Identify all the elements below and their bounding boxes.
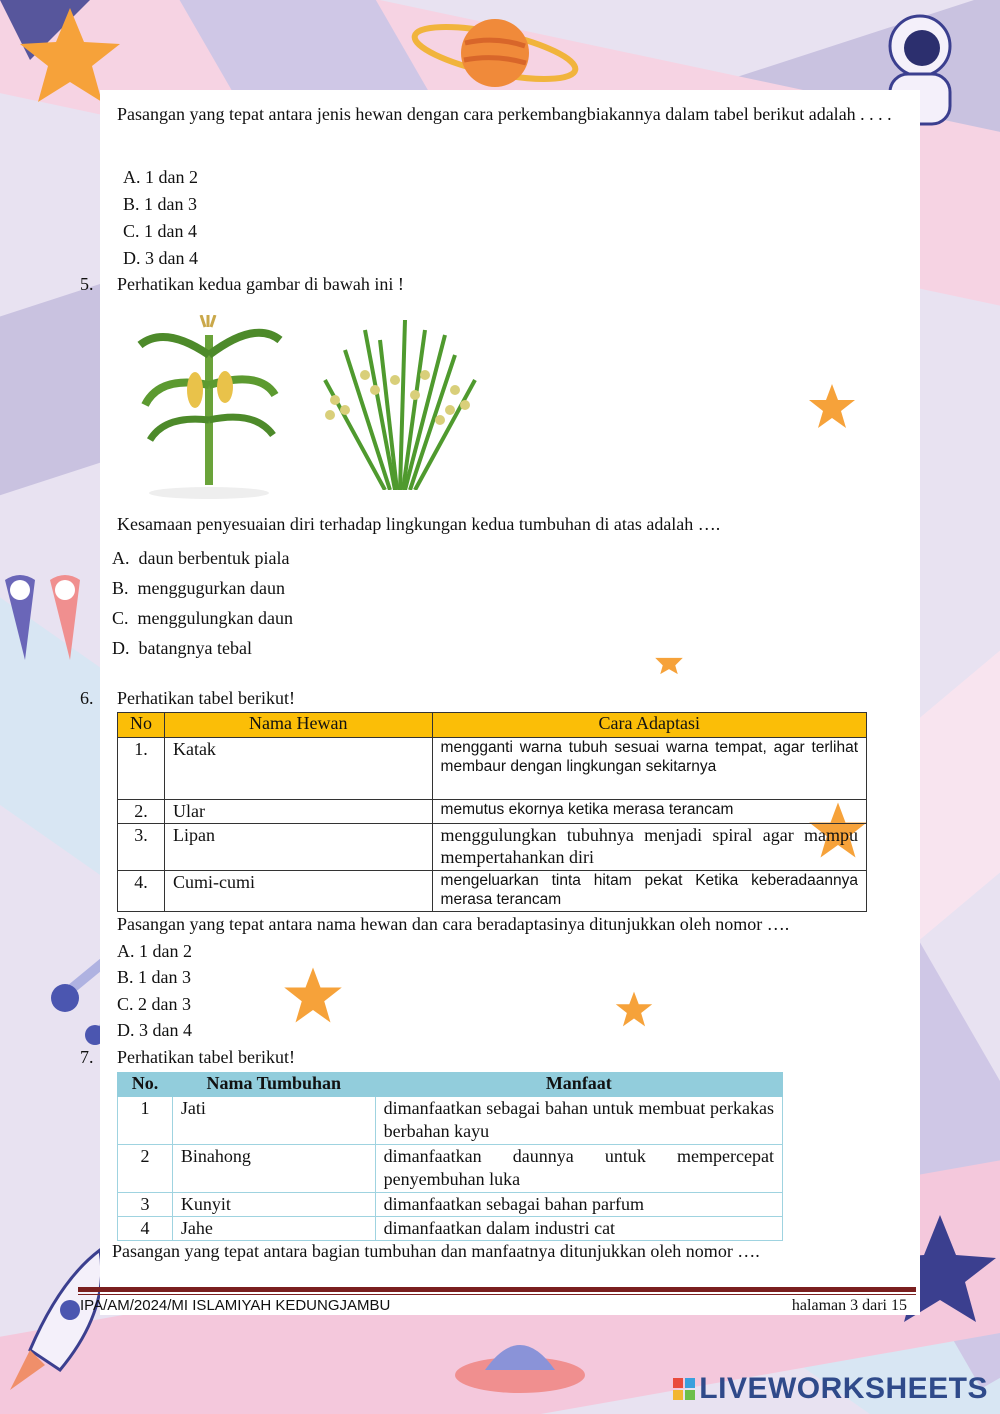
- cell-name: Katak: [164, 738, 432, 800]
- cell-benefit: dimanfaatkan daunnya untuk mempercepat penyembuhan luka: [375, 1144, 782, 1192]
- cell-adaptation: mengeluarkan tinta hitam pekat Ketika keberadaannya merasa terancam: [432, 871, 866, 912]
- cell-benefit: dimanfaatkan sebagai bahan parfum: [375, 1192, 782, 1216]
- cell-name: Binahong: [172, 1144, 375, 1192]
- footer-rule-thin: [78, 1294, 916, 1295]
- q6-option-a[interactable]: A. 1 dan 2: [117, 941, 192, 961]
- q4-option-d[interactable]: D. 3 dan 4: [123, 248, 198, 268]
- table-row: [118, 1216, 783, 1240]
- q6-stem: Perhatikan tabel berikut!: [117, 688, 295, 708]
- star-icon: [615, 990, 653, 1028]
- cell-name: Lipan: [164, 824, 432, 871]
- cell-no: 4.: [118, 871, 165, 912]
- table-row: [118, 738, 867, 800]
- q4-option-c[interactable]: C. 1 dan 4: [123, 221, 197, 241]
- table-row: [118, 1144, 783, 1192]
- cell-no: 2: [118, 1144, 173, 1192]
- table-row: [118, 1097, 783, 1145]
- cell-name: Cumi-cumi: [164, 871, 432, 912]
- corn-plant-image: [135, 315, 285, 500]
- q5-option-c[interactable]: C. menggulungkan daun: [112, 608, 293, 628]
- rice-plant-image: [305, 320, 490, 490]
- cell-benefit: dimanfaatkan sebagai bahan untuk membuat perkakas berbahan kayu: [375, 1097, 782, 1145]
- q5-number: 5.: [80, 274, 94, 294]
- cell-benefit: dimanfaatkan dalam industri cat: [375, 1216, 782, 1240]
- star-icon: [808, 382, 856, 430]
- q5-option-b[interactable]: B. menggugurkan daun: [112, 578, 285, 598]
- cell-no: 2.: [118, 800, 165, 824]
- table-row: [118, 1192, 783, 1216]
- q7-question: Pasangan yang tepat antara bagian tumbuhan dan manfaatnya ditunjukkan oleh nomor ….: [112, 1241, 760, 1261]
- q6-option-c[interactable]: C. 2 dan 3: [117, 994, 191, 1014]
- q5-stem: Perhatikan kedua gambar di bawah ini !: [117, 274, 404, 294]
- planet-icon: [410, 8, 580, 98]
- cell-adaptation: menggulungkan tubuhnya menjadi spiral agar mampu mempertahankan diri: [432, 824, 866, 871]
- table-row: [118, 871, 867, 912]
- star-icon: [654, 656, 684, 676]
- cell-name: Kunyit: [172, 1192, 375, 1216]
- q6-option-b[interactable]: B. 1 dan 3: [117, 967, 191, 987]
- q6-question: Pasangan yang tepat antara nama hewan dan cara beradaptasinya ditunjukkan oleh nomor ….: [117, 914, 790, 934]
- q6-option-d[interactable]: D. 3 dan 4: [117, 1020, 192, 1040]
- q7-header-no: No.: [118, 1073, 173, 1097]
- ufo-icon: [450, 1320, 590, 1414]
- cell-adaptation: mengganti warna tubuh sesuai warna tempat, agar terlihat membaur dengan lingkungan sekitarnya: [432, 738, 866, 800]
- q6-header-name: Nama Hewan: [164, 713, 432, 738]
- graduates-icon: [0, 560, 100, 670]
- cell-name: Ular: [164, 800, 432, 824]
- q4-option-b[interactable]: B. 1 dan 3: [123, 194, 197, 214]
- footer-rule: [78, 1287, 916, 1292]
- cell-adaptation: memutus ekornya ketika merasa terancam: [432, 800, 866, 824]
- cell-name: Jahe: [172, 1216, 375, 1240]
- q6-header-adaptation: Cara Adaptasi: [432, 713, 866, 738]
- footer-page-number: halaman 3 dari 15: [791, 1297, 907, 1314]
- q6-table: [117, 712, 867, 912]
- q5-option-d[interactable]: D. batangnya tebal: [112, 638, 252, 658]
- q6-header-no: No: [118, 713, 165, 738]
- q7-header-name: Nama Tumbuhan: [172, 1073, 375, 1097]
- cell-no: 3.: [118, 824, 165, 871]
- cell-no: 1: [118, 1097, 173, 1145]
- footer-left: IPA/AM/2024/MI ISLAMIYAH KEDUNGJAMBU: [80, 1297, 391, 1314]
- cell-name: Jati: [172, 1097, 375, 1145]
- table-row: [118, 824, 867, 871]
- cell-no: 4: [118, 1216, 173, 1240]
- q6-number: 6.: [80, 688, 94, 708]
- q4-stem: Pasangan yang tepat antara jenis hewan dengan cara perkembangbiakannya dalam tabel berikut adalah . . . .: [117, 104, 892, 124]
- cell-no: 3: [118, 1192, 173, 1216]
- q4-option-a[interactable]: A. 1 dan 2: [123, 167, 198, 187]
- q7-stem: Perhatikan tabel berikut!: [117, 1047, 295, 1067]
- liveworksheets-watermark: [673, 1372, 988, 1406]
- star-icon: [283, 965, 343, 1025]
- liveworksheets-logo-icon: [673, 1378, 695, 1400]
- q7-table: [117, 1072, 783, 1241]
- q5-option-a[interactable]: A. daun berbentuk piala: [112, 548, 290, 568]
- table-row: [118, 800, 867, 824]
- liveworksheets-text: LIVEWORKSHEETS: [699, 1372, 988, 1405]
- q7-header-benefit: Manfaat: [375, 1073, 782, 1097]
- q5-question: Kesamaan penyesuaian diri terhadap lingkungan kedua tumbuhan di atas adalah ….: [117, 514, 721, 534]
- q7-number: 7.: [80, 1047, 94, 1067]
- cell-no: 1.: [118, 738, 165, 800]
